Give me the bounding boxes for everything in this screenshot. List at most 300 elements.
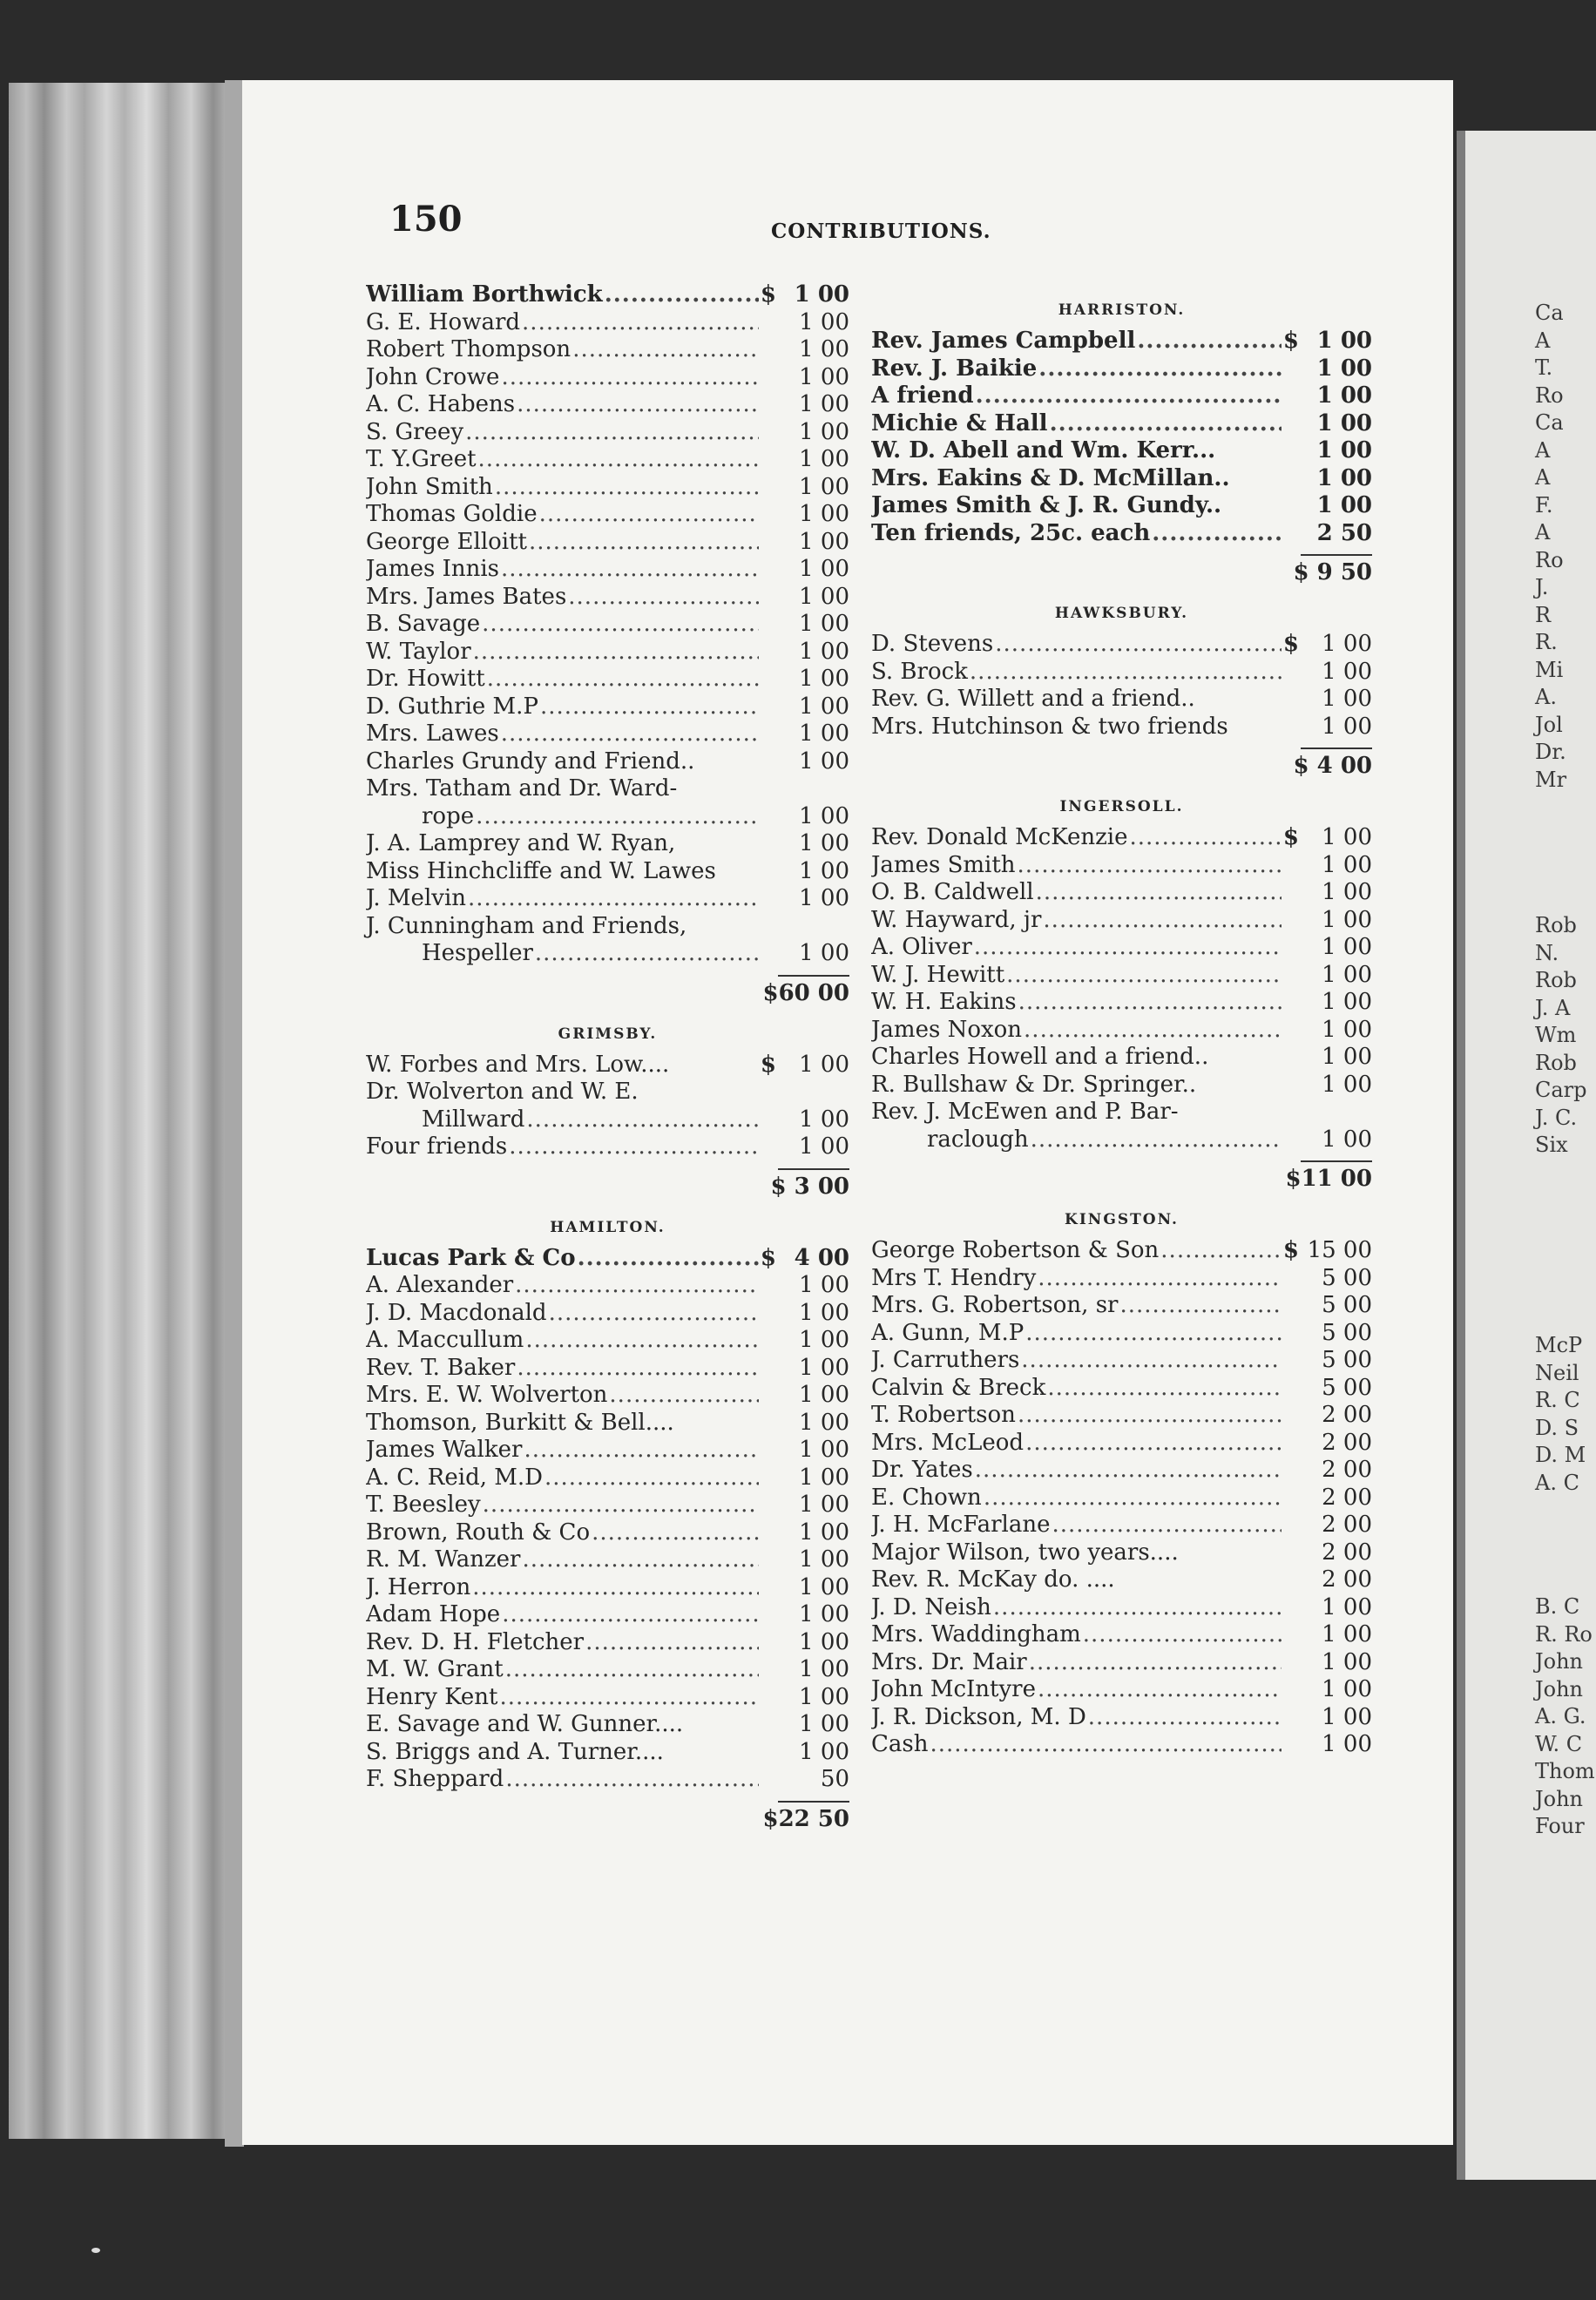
ingersoll-entry-line1: Rev. J. McEwen and P. Bar- (871, 1099, 1179, 1125)
entry-amount: 1 00 (1322, 1703, 1372, 1730)
contribution-entry (366, 1300, 849, 1328)
grimsby-entry (366, 1052, 849, 1079)
entry-name: Brown, Routh & Co (366, 1519, 591, 1546)
hawksbury-heading: HAWKSBURY. (1054, 605, 1189, 622)
adjacent-page-fragment: A (1535, 328, 1551, 353)
contribution-entry (366, 885, 849, 913)
contribution-entry (366, 1272, 849, 1300)
contribution-entry (871, 437, 1372, 465)
entry-name: Mrs T. Hendry (871, 1264, 1037, 1291)
dollar-sign: $ (760, 1051, 776, 1078)
entry-name: W. J. Hewitt (871, 961, 1005, 988)
leader-dots (1038, 1265, 1282, 1291)
entry-amount: 1 00 (799, 611, 849, 637)
hawksbury-total (871, 741, 1372, 784)
adjacent-page-fragment: Dr. (1535, 740, 1566, 764)
entry-amount: 1 00 (799, 1573, 849, 1600)
adjacent-page-fragment: Mi (1535, 657, 1564, 682)
contribution-entry (366, 1437, 849, 1465)
adjacent-page-fragment: J. C. (1535, 1105, 1578, 1130)
adjacent-page-fragment: Ro (1535, 547, 1564, 572)
entry-amount: 1 00 (1322, 1731, 1372, 1757)
harriston-list (871, 328, 1372, 547)
entry-name: Henry Kent (366, 1683, 498, 1710)
dollar-sign: $ (1282, 824, 1299, 850)
entry-name: Rev. G. Willett and a friend.. (871, 686, 1195, 712)
entry-name: Mrs. Dr. Mair (871, 1648, 1027, 1675)
grimsby-heading: GRIMSBY. (558, 1025, 658, 1043)
contribution-entry (871, 824, 1372, 852)
entry-amount: 1 00 (799, 1409, 849, 1436)
adjacent-page-fragment: Six (1535, 1133, 1568, 1157)
contribution-entry (871, 659, 1372, 687)
entry-amount: 1 00 (1322, 906, 1372, 933)
adjacent-page-fragment: Mr (1535, 767, 1567, 792)
entry-name: raclough (927, 1126, 1029, 1153)
leader-dots (1160, 1237, 1282, 1263)
entry-amount: 1 00 (799, 1354, 849, 1381)
leader-dots (1038, 1676, 1282, 1702)
leader-dots (605, 281, 759, 308)
contribution-entry (366, 1656, 849, 1684)
entry-amount: 1 00 (799, 528, 849, 555)
entry-name: Adam Hope (366, 1601, 501, 1627)
contribution-entry (366, 391, 849, 419)
entry-name: S. Brock (871, 658, 968, 685)
contribution-entry (366, 1574, 849, 1602)
adjacent-page-fragment: T. (1535, 355, 1553, 380)
kingston-heading: KINGSTON. (1065, 1211, 1179, 1228)
page-number: 150 (389, 199, 463, 240)
entry-amount: 1 00 (1322, 631, 1372, 657)
leader-dots (501, 556, 759, 582)
contribution-entry (871, 1430, 1372, 1458)
contribution-entry (871, 714, 1372, 741)
entry-name: A. Maccullum (366, 1327, 524, 1353)
entry-name: Charles Howell and a friend.. (871, 1044, 1209, 1070)
entry-name: F. Sheppard (366, 1766, 504, 1792)
entry-amount: 1 00 (1316, 437, 1372, 463)
leader-dots (483, 1492, 759, 1518)
leader-dots (1031, 1126, 1282, 1153)
contribution-entry (366, 1711, 849, 1739)
entry-amount: 1 00 (799, 1656, 849, 1682)
leader-dots (525, 1327, 759, 1353)
contribution-entry (366, 1327, 849, 1355)
ingersoll-entry-line2 (871, 1126, 1372, 1154)
leader-dots (1018, 1402, 1282, 1428)
contribution-entry (871, 1292, 1372, 1320)
entry-name: Rev. J. Baikie (871, 355, 1038, 382)
contribution-entry (366, 1519, 849, 1547)
entry-amount: 1 00 (799, 720, 849, 747)
total-value: $60 00 (762, 979, 849, 1006)
entry-name: A friend (871, 382, 974, 409)
contribution-entry (366, 1766, 849, 1794)
hamilton-heading: HAMILTON. (550, 1218, 666, 1236)
contribution-entry (366, 1546, 849, 1574)
contribution-entry (871, 1485, 1372, 1512)
hawksbury-list (871, 631, 1372, 741)
leader-dots (522, 309, 759, 335)
contribution-entry (871, 1017, 1372, 1045)
entry-amount: 5 00 (1322, 1319, 1372, 1346)
entry-amount: 1 00 (799, 1272, 849, 1298)
contribution-entry (871, 686, 1372, 714)
total-value: $11 00 (1285, 1166, 1372, 1192)
entry-amount: 1 00 (799, 1546, 849, 1573)
entry-name: Mrs. James Bates (366, 583, 567, 610)
entry-amount: 1 00 (799, 446, 849, 472)
entry-amount: 1 00 (799, 1327, 849, 1353)
entry-name: Calvin & Breck (871, 1374, 1046, 1401)
adjacent-page-fragment: Neil (1535, 1360, 1579, 1385)
leader-dots (517, 391, 759, 417)
adjacent-page-fragment: R. C (1535, 1388, 1580, 1412)
leader-dots (501, 364, 759, 390)
entry-name: rope (422, 802, 475, 829)
adjacent-page-fragment: D. M (1535, 1443, 1586, 1467)
contribution-entry (366, 1382, 849, 1410)
leader-dots (505, 1766, 759, 1792)
entry-name: James Smith & J. R. Gundy.. (871, 492, 1222, 518)
book-page-edges (9, 83, 231, 2139)
contribution-entry (871, 1320, 1372, 1348)
leader-dots (522, 1546, 759, 1573)
entry-amount: 2 00 (1322, 1512, 1372, 1538)
entry-amount: 1 00 (799, 583, 849, 610)
dollar-sign: $ (1282, 1237, 1299, 1263)
entry-name: Cash (871, 1731, 929, 1757)
entry-name: B. Savage (366, 611, 481, 637)
total-rule (778, 975, 849, 977)
contribution-entry (871, 492, 1372, 520)
entry-amount: 1 00 (799, 1464, 849, 1491)
entry-name: J. Carruthers (871, 1347, 1020, 1373)
adjacent-page-fragment: W. C (1535, 1731, 1583, 1756)
entry-name: Dr. Yates (871, 1457, 973, 1483)
entry-name: T. Robertson (871, 1402, 1016, 1428)
entry-amount: 5 00 (1322, 1264, 1372, 1291)
entry-amount: 1 00 (1322, 824, 1372, 850)
contribution-entry (871, 465, 1372, 493)
leader-dots (495, 474, 759, 500)
leader-dots (500, 1684, 760, 1710)
harriston-heading: HARRISTON. (1058, 301, 1186, 319)
adjacent-page-fragment: A (1535, 437, 1551, 463)
contribution-entry (871, 1704, 1372, 1732)
entry-amount: 1 00 (799, 1683, 849, 1710)
leader-dots (1088, 1704, 1282, 1730)
entry-amount: 1 00 (1316, 492, 1372, 518)
contribution-entry (871, 520, 1372, 548)
entry-name: Rev. T. Baker (366, 1354, 516, 1381)
entry-amount: 1 00 (799, 556, 849, 582)
contribution-entry (366, 446, 849, 474)
leader-dots (478, 446, 759, 472)
entry-name: Thomson, Burkitt & Bell.... (366, 1409, 674, 1436)
harriston-total (871, 547, 1372, 591)
contribution-entry (366, 1739, 849, 1767)
contribution-entry (871, 410, 1372, 438)
adjacent-page-fragment: R. (1535, 630, 1558, 654)
entry-name: W. D. Abell and Wm. Kerr... (871, 437, 1216, 463)
leader-dots (476, 803, 759, 829)
contribution-entry (871, 1347, 1372, 1375)
contribution-entry (366, 1245, 849, 1273)
entry-amount: 2 00 (1322, 1429, 1372, 1456)
entry-name: Mrs. Waddingham (871, 1621, 1081, 1647)
leader-dots (1050, 410, 1282, 436)
contribution-entry (871, 1621, 1372, 1649)
leader-dots (515, 1272, 759, 1298)
leader-dots (1018, 852, 1282, 878)
entry-name: W. Taylor (366, 638, 471, 665)
contribution-entry (366, 1410, 849, 1438)
leader-dots (482, 611, 759, 637)
page-gutter-shadow (225, 80, 244, 2147)
grimsby-entry-line1: Dr. Wolverton and W. E. (366, 1079, 639, 1105)
entry-name: Michie & Hall (871, 409, 1048, 436)
entry-amount: 1 00 (1322, 1016, 1372, 1043)
entry-name: Mrs. G. Robertson, sr (871, 1292, 1119, 1318)
contribution-entry (871, 1566, 1372, 1594)
entry-amount: 1 00 (799, 1738, 849, 1765)
entry-name: Thomas Goldie (366, 501, 538, 527)
adjacent-page-fragment: F. (1535, 492, 1553, 518)
contribution-entry (871, 1044, 1372, 1072)
entry-amount: 1 00 (1322, 989, 1372, 1015)
entry-name: W. Hayward, jr (871, 906, 1042, 933)
adjacent-page-fragment: John (1535, 1649, 1583, 1674)
adjacent-page-fragment: John (1535, 1786, 1583, 1811)
adjacent-page-fragment: A (1535, 520, 1551, 545)
contribution-entry (366, 693, 849, 721)
entry-amount: 2 00 (1322, 1566, 1372, 1593)
tatham-entry-line2 (366, 803, 849, 831)
contribution-entry (366, 1492, 849, 1519)
adjacent-page-fragment: John (1535, 1676, 1583, 1701)
running-title: CONTRIBUTIONS. (771, 220, 991, 243)
entry-amount: 1 00 (799, 1051, 849, 1078)
adjacent-page-fragment: A. (1535, 685, 1557, 709)
adjacent-page-fragment: D. S (1535, 1415, 1579, 1440)
leader-dots (1018, 989, 1282, 1015)
entry-name: R. M. Wanzer (366, 1546, 521, 1573)
leader-dots (993, 1594, 1282, 1620)
leader-dots (1137, 328, 1282, 354)
leader-dots (473, 639, 759, 665)
entry-amount: 1 00 (1322, 713, 1372, 740)
ingersoll-heading: INGERSOLL. (1059, 798, 1184, 815)
entry-amount: 1 00 (1322, 851, 1372, 878)
contribution-entry (871, 934, 1372, 962)
total-value: $22 50 (762, 1805, 849, 1832)
contribution-entry (366, 501, 849, 529)
adjacent-page-fragment: Rob (1535, 1050, 1577, 1075)
kingston-list (871, 1237, 1372, 1759)
contribution-entry (366, 720, 849, 748)
contribution-entry (871, 907, 1372, 935)
contribution-entry (366, 474, 849, 502)
entry-amount: 1 00 (1322, 1071, 1372, 1098)
entry-name: W. H. Eakins (871, 989, 1017, 1015)
leader-dots (544, 1465, 759, 1491)
total-value: $ 4 00 (1293, 753, 1372, 779)
hamilton-list (366, 1245, 849, 1794)
leader-dots (976, 382, 1282, 409)
contribution-entry (871, 1402, 1372, 1430)
leader-dots (995, 631, 1282, 657)
intro-list-b (366, 830, 849, 913)
entry-name: S. Briggs and A. Turner.... (366, 1738, 664, 1765)
leader-dots (501, 720, 759, 747)
adjacent-page-fragment: Thom (1535, 1759, 1595, 1783)
entry-amount: 1 00 (1316, 382, 1372, 409)
contribution-entry (366, 748, 849, 776)
entry-amount: 1 00 (1322, 961, 1372, 988)
leader-dots (539, 501, 759, 527)
contribution-entry (871, 355, 1372, 383)
contribution-entry (366, 1629, 849, 1657)
entry-name: Charles Grundy and Friend.. (366, 748, 695, 775)
grimsby-entry (366, 1133, 849, 1161)
dust-speck (91, 2248, 100, 2253)
total-rule (1301, 554, 1372, 556)
entry-amount: 1 00 (799, 473, 849, 500)
entry-amount: 1 00 (1322, 879, 1372, 905)
entry-name: Hespeller (422, 940, 533, 966)
leader-dots (1006, 962, 1282, 988)
contribution-entry (366, 1601, 849, 1629)
leader-dots (526, 1106, 759, 1133)
entry-name: Major Wilson, two years.... (871, 1539, 1179, 1566)
leader-dots (1047, 1375, 1282, 1401)
entry-name: Rev. R. McKay do. .... (871, 1566, 1115, 1593)
leader-dots (465, 419, 759, 445)
entry-amount: 1 00 (799, 501, 849, 527)
entry-amount: 2 50 (1316, 519, 1372, 546)
contribution-entry (871, 962, 1372, 990)
leader-dots (1021, 1347, 1282, 1373)
entry-name: Lucas Park & Co (366, 1244, 576, 1271)
leader-dots (472, 1574, 759, 1600)
adjacent-page-fragment: McP (1535, 1333, 1583, 1357)
entry-amount: 5 00 (1322, 1292, 1372, 1318)
leader-dots (572, 336, 759, 362)
entry-amount: 2 00 (1322, 1402, 1372, 1428)
entry-name: J. H. McFarlane (871, 1512, 1051, 1538)
entry-name: O. B. Caldwell (871, 879, 1034, 905)
entry-amount: 1 00 (1322, 1593, 1372, 1620)
contribution-entry (871, 382, 1372, 410)
contribution-entry (366, 611, 849, 639)
adjacent-page-fragment: A. C (1535, 1470, 1579, 1495)
dollar-sign: $ (760, 1244, 776, 1271)
entry-amount: 1 00 (799, 748, 849, 775)
entry-amount: 2 00 (1322, 1457, 1372, 1483)
contribution-entry (366, 336, 849, 364)
entry-name: James Smith (871, 851, 1016, 878)
leader-dots (502, 1601, 759, 1627)
entry-name: J. Herron (366, 1573, 471, 1600)
entry-name: William Borthwick (366, 281, 603, 308)
right-column (871, 293, 1372, 1759)
leader-dots (535, 940, 759, 966)
entry-amount: 1 00 (1316, 464, 1372, 491)
entry-name: Miss Hinchcliffe and W. Lawes (366, 857, 716, 884)
leader-dots (1025, 1430, 1282, 1456)
entry-name: John Smith (366, 473, 493, 500)
entry-name: Mrs. Lawes (366, 720, 499, 747)
adjacent-page-fragment: Carp (1535, 1078, 1587, 1102)
contribution-entry (366, 281, 849, 309)
entry-amount: 1 00 (1322, 1126, 1372, 1153)
contribution-entry (366, 1465, 849, 1492)
entry-amount: 4 00 (794, 1244, 849, 1271)
entry-amount: 1 00 (799, 1106, 849, 1133)
entry-name: Ten friends, 25c. each (871, 519, 1151, 546)
adjacent-page-fragment: Four (1535, 1814, 1585, 1838)
contribution-entry (366, 639, 849, 666)
entry-amount: 1 00 (1322, 934, 1372, 960)
intro-list (366, 281, 849, 775)
leader-dots (585, 1629, 759, 1655)
entry-amount: 1 00 (1322, 1044, 1372, 1070)
adjacent-page-fragment: A. G. (1535, 1704, 1586, 1728)
adjacent-page-fragment: Jol (1535, 712, 1563, 737)
leader-dots (975, 1457, 1282, 1483)
entry-name: J. R. Dickson, M. D (871, 1703, 1086, 1730)
leader-dots (540, 693, 759, 720)
entry-name: Rev. D. H. Fletcher (366, 1628, 585, 1655)
leader-dots (974, 934, 1282, 960)
grimsby-total (366, 1161, 849, 1205)
entry-name: J. D. Macdonald (366, 1299, 547, 1326)
entry-name: G. E. Howard (366, 308, 521, 335)
ingersoll-list (871, 824, 1372, 1099)
leader-dots (509, 1133, 759, 1160)
entry-name: A. C. Habens (366, 391, 516, 417)
entry-amount: 1 00 (799, 308, 849, 335)
entry-name: Mrs. E. W. Wolverton (366, 1382, 608, 1408)
entry-amount: 1 00 (799, 830, 849, 856)
contribution-entry (366, 529, 849, 557)
adjacent-page-fragment: J. (1535, 575, 1549, 599)
leader-dots (505, 1656, 759, 1682)
cunningham-entry-line1: J. Cunningham and Friends, (366, 912, 687, 939)
entry-name: J. Melvin (366, 885, 467, 911)
leader-dots (578, 1245, 759, 1271)
entry-amount: 1 00 (799, 1299, 849, 1326)
intro-total (366, 968, 849, 1011)
entry-amount: 1 00 (1322, 658, 1372, 685)
entry-amount: 2 00 (1322, 1484, 1372, 1511)
entry-amount: 1 00 (1316, 409, 1372, 436)
contribution-entry (871, 879, 1372, 907)
entry-name: Four friends (366, 1133, 508, 1160)
entry-name: James Walker (366, 1437, 523, 1463)
contribution-entry (871, 989, 1372, 1017)
entry-amount: 1 00 (799, 638, 849, 665)
leader-dots (524, 1437, 759, 1463)
entry-amount: 1 00 (799, 1711, 849, 1737)
leader-dots (1152, 520, 1282, 546)
total-rule (778, 1801, 849, 1803)
contribution-entry (871, 1676, 1372, 1704)
dollar-sign: $ (1282, 328, 1299, 354)
leader-dots (1052, 1512, 1282, 1538)
